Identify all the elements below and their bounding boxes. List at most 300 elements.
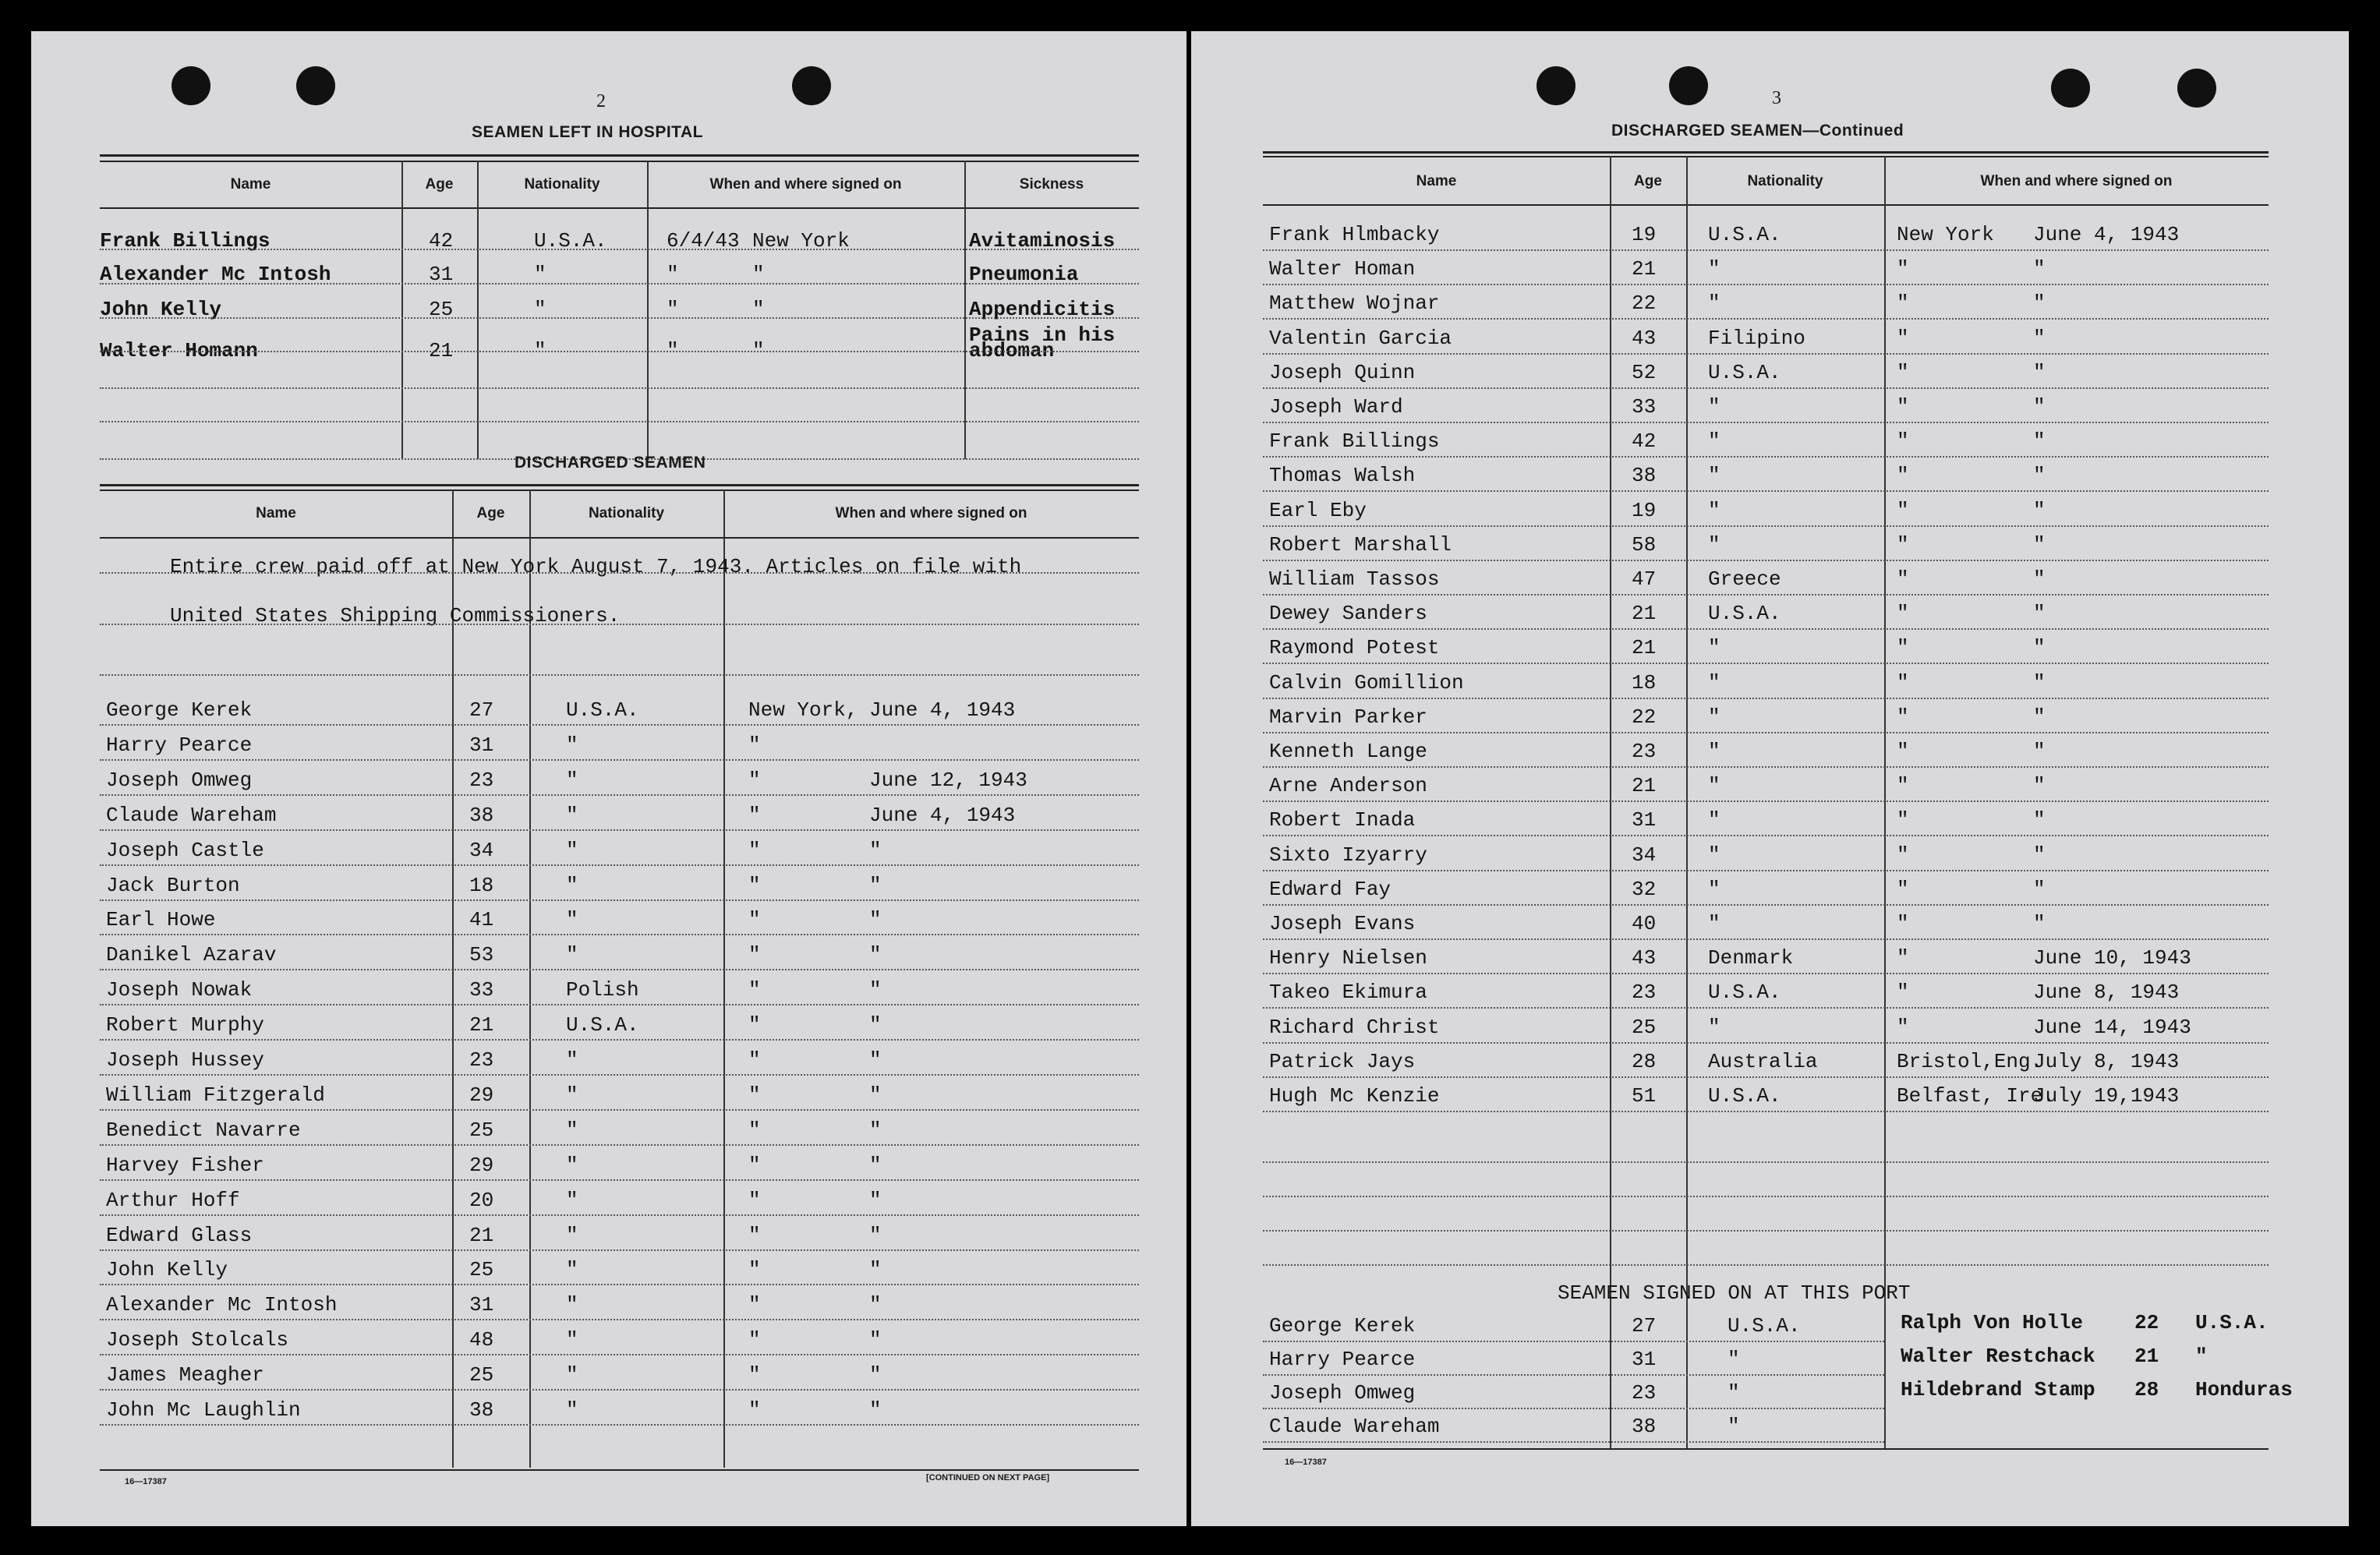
row-age: 38 <box>1632 464 1657 487</box>
discharged-age: 21 <box>469 1013 494 1037</box>
row-rule <box>1263 284 2269 285</box>
signed-name: Hildebrand Stamp <box>1901 1378 2095 1401</box>
row-signed-when: " <box>2033 671 2046 694</box>
row-signed-when: " <box>2033 292 2046 315</box>
discharged-age: 29 <box>469 1154 494 1177</box>
discharged-age: 23 <box>469 1048 494 1072</box>
row-nationality: " <box>1708 636 1720 659</box>
discharged-signed-where: " <box>748 839 761 862</box>
row-rule <box>100 724 1139 726</box>
row-rule <box>100 899 1139 901</box>
discharged-name: Jack Burton <box>106 874 240 897</box>
discharged-name: George Kerek <box>106 698 253 722</box>
hospital-name: John Kelly <box>100 298 222 321</box>
discharged-signed-where: " <box>748 1363 761 1387</box>
row-signed-where: Bristol,Eng. <box>1897 1050 2043 1073</box>
row-nationality: Filipino <box>1708 327 1805 350</box>
row-age: 22 <box>1632 292 1657 315</box>
row-name: Robert Marshall <box>1269 533 1452 557</box>
discharged-nationality: " <box>566 943 578 967</box>
rule <box>1263 151 2269 154</box>
row-rule <box>100 1424 1139 1426</box>
hospital-age: 31 <box>429 263 454 286</box>
hospital-nationality: " <box>534 298 546 321</box>
row-name: Joseph Ward <box>1269 395 1403 419</box>
row-signed-where: " <box>1897 808 1909 832</box>
discharged-name: Joseph Stolcals <box>106 1328 289 1352</box>
punch-hole <box>2051 69 2090 108</box>
signed-age: 23 <box>1632 1381 1657 1405</box>
discharged-signed-where: " <box>748 1328 761 1352</box>
row-age: 43 <box>1632 946 1657 970</box>
discharged-signed-where: " <box>748 1293 761 1316</box>
row-signed-when: June 10, 1943 <box>2033 946 2191 970</box>
discharged-signed-where: " <box>748 874 761 897</box>
column-divider <box>1884 156 1886 1450</box>
form-number: 16—17387 <box>1285 1458 1327 1467</box>
row-name: Marvin Parker <box>1269 705 1427 729</box>
discharged-age: 38 <box>469 1398 494 1422</box>
row-signed-when: July 19,1943 <box>2033 1084 2180 1108</box>
row-rule <box>100 317 1139 319</box>
row-rule <box>1263 1374 1884 1376</box>
row-name: Edward Fay <box>1269 878 1392 901</box>
row-signed-where: " <box>1897 740 1909 763</box>
row-rule <box>1263 973 2269 974</box>
signed-nationality: " <box>1728 1381 1740 1405</box>
row-age: 25 <box>1632 1016 1657 1039</box>
row-nationality: U.S.A. <box>1708 981 1781 1004</box>
row-name: Hugh Mc Kenzie <box>1269 1084 1440 1108</box>
row-rule <box>1263 732 2269 733</box>
signed-name: Claude Wareham <box>1269 1415 1440 1438</box>
discharged-signed-when: " <box>869 1119 882 1142</box>
discharged-header-signed-on: When and where signed on <box>835 505 1027 521</box>
row-signed-where: " <box>1897 774 1909 797</box>
discharged-nationality: " <box>566 733 578 757</box>
row-rule <box>1263 387 2269 389</box>
rule <box>100 489 1139 491</box>
discharged-nationality: " <box>566 804 578 827</box>
discharged-nationality: " <box>566 1119 578 1142</box>
row-rule <box>100 864 1139 866</box>
row-nationality: " <box>1708 429 1720 453</box>
discharged-signed-when: June 12, 1943 <box>869 769 1027 792</box>
discharged-nationality: " <box>566 1398 578 1422</box>
row-age: 22 <box>1632 705 1657 729</box>
row-signed-when: " <box>2033 808 2046 832</box>
row-rule <box>1263 353 2269 355</box>
row-rule <box>100 624 1139 625</box>
row-name: Valentin Garcia <box>1269 327 1452 350</box>
row-signed-where: " <box>1897 843 1909 867</box>
header-age: Age <box>1634 173 1662 189</box>
row-name: Thomas Walsh <box>1269 464 1416 487</box>
row-signed-where: " <box>1897 946 1909 970</box>
row-signed-when: " <box>2033 257 2046 281</box>
row-rule <box>1263 1042 2269 1044</box>
hospital-sickness: Appendicitis <box>969 298 1116 321</box>
discharged-nationality: " <box>566 1224 578 1247</box>
row-rule <box>100 829 1139 831</box>
row-signed-where: " <box>1897 1016 1909 1039</box>
row-age: 51 <box>1632 1084 1657 1108</box>
row-signed-when: " <box>2033 533 2046 557</box>
discharged-nationality: " <box>566 1258 578 1281</box>
rule <box>100 161 1139 162</box>
row-age: 32 <box>1632 878 1657 901</box>
discharged-nationality: " <box>566 1293 578 1316</box>
column-divider <box>723 489 725 1468</box>
header-name: Name <box>1416 173 1457 189</box>
page-number: 2 <box>596 91 606 111</box>
row-rule <box>100 1039 1139 1041</box>
row-signed-where: " <box>1897 912 1909 935</box>
discharged-age: 25 <box>469 1119 494 1142</box>
row-age: 43 <box>1632 327 1657 350</box>
discharged-nationality: U.S.A. <box>566 698 639 722</box>
discharged-signed-where: " <box>748 1119 761 1142</box>
discharged-signed-where: " <box>748 978 761 1002</box>
discharged-name: Robert Murphy <box>106 1013 264 1037</box>
row-name: Dewey Sanders <box>1269 602 1427 625</box>
discharged-signed-where: " <box>748 733 761 757</box>
discharged-header-nationality: Nationality <box>588 505 665 521</box>
discharged-name: William Fitzgerald <box>106 1083 325 1107</box>
hospital-age: 42 <box>429 229 454 253</box>
discharged-nationality: " <box>566 1189 578 1212</box>
row-age: 19 <box>1632 223 1657 246</box>
discharged-signed-where: New York, <box>748 698 858 722</box>
row-age: 34 <box>1632 843 1657 867</box>
row-nationality: " <box>1708 774 1720 797</box>
discharged-title: DISCHARGED SEAMEN <box>515 454 706 472</box>
hospital-header-signed-on: When and where signed on <box>709 176 902 193</box>
discharged-name: Claude Wareham <box>106 804 277 827</box>
discharged-signed-when: " <box>869 1013 882 1037</box>
row-name: Arne Anderson <box>1269 774 1427 797</box>
row-signed-where: " <box>1897 292 1909 315</box>
discharged-signed-where: " <box>748 1189 761 1212</box>
column-divider <box>964 161 966 459</box>
discharged-signed-when: " <box>869 1048 882 1072</box>
row-name: Henry Nielsen <box>1269 946 1427 970</box>
discharged-signed-when: " <box>869 1189 882 1212</box>
discharged-nationality: " <box>566 1083 578 1107</box>
discharged-name: Joseph Castle <box>106 839 264 862</box>
row-signed-when: " <box>2033 705 2046 729</box>
row-age: 21 <box>1632 636 1657 659</box>
row-rule <box>100 1249 1139 1251</box>
hospital-header-nationality: Nationality <box>524 176 600 193</box>
row-signed-where: New York <box>1897 223 1994 246</box>
row-rule <box>1263 422 2269 423</box>
row-age: 42 <box>1632 429 1657 453</box>
discharged-name: Joseph Hussey <box>106 1048 264 1072</box>
row-name: Earl Eby <box>1269 499 1367 522</box>
row-signed-when: " <box>2033 740 2046 763</box>
signed-name: Joseph Omweg <box>1269 1381 1416 1405</box>
row-nationality: " <box>1708 878 1720 901</box>
discharged-signed-when: " <box>869 1083 882 1107</box>
discharged-signed-when: " <box>869 1363 882 1387</box>
discharged-nationality: U.S.A. <box>566 1013 639 1037</box>
row-name: Joseph Quinn <box>1269 361 1416 384</box>
continued-note: [CONTINUED ON NEXT PAGE] <box>926 1473 1050 1483</box>
punch-hole <box>296 66 335 105</box>
row-signed-where: " <box>1897 499 1909 522</box>
row-rule <box>1263 904 2269 906</box>
row-rule <box>100 759 1139 761</box>
row-rule <box>100 1004 1139 1005</box>
row-name: Robert Inada <box>1269 808 1416 832</box>
header-nationality: Nationality <box>1747 173 1823 189</box>
discharged-nationality: " <box>566 1048 578 1072</box>
hospital-place: New York <box>752 229 850 253</box>
row-signed-when: June 14, 1943 <box>2033 1016 2191 1039</box>
punch-hole <box>792 66 831 105</box>
row-rule <box>100 249 1139 250</box>
row-rule <box>1263 1007 2269 1009</box>
row-signed-when: " <box>2033 636 2046 659</box>
row-signed-where: " <box>1897 395 1909 419</box>
row-signed-when: July 8, 1943 <box>2033 1050 2180 1073</box>
row-signed-where: " <box>1897 257 1909 281</box>
signed-nationality: " <box>2195 1345 2208 1368</box>
discharged-signed-when: " <box>869 978 882 1002</box>
row-signed-where: " <box>1897 878 1909 901</box>
row-rule <box>100 283 1139 284</box>
hospital-date: " <box>667 339 679 362</box>
signed-name: Harry Pearce <box>1269 1348 1416 1371</box>
right-page <box>1191 31 2349 1526</box>
hospital-nationality: U.S.A. <box>534 229 607 253</box>
discharged-signed-where: " <box>748 1224 761 1247</box>
discharged-age: 31 <box>469 733 494 757</box>
discharged-name: Benedict Navarre <box>106 1119 301 1142</box>
discharged-age: 20 <box>469 1189 494 1212</box>
row-name: William Tassos <box>1269 567 1440 591</box>
row-nationality: U.S.A. <box>1708 361 1781 384</box>
signed-age: 27 <box>1632 1314 1657 1338</box>
hospital-header-sickness: Sickness <box>1019 176 1084 193</box>
discharged-signed-when: " <box>869 1224 882 1247</box>
hospital-header-name: Name <box>230 176 271 193</box>
discharged-age: 31 <box>469 1293 494 1316</box>
discharged-name: Earl Howe <box>106 908 216 931</box>
discharged-signed-when: June 4, 1943 <box>869 698 1016 722</box>
hospital-age: 25 <box>429 298 454 321</box>
column-divider <box>452 489 454 1468</box>
discharged-header-name: Name <box>256 505 296 521</box>
rule <box>100 484 1139 486</box>
row-rule <box>1263 663 2269 664</box>
row-signed-where: " <box>1897 464 1909 487</box>
row-rule <box>100 1354 1139 1355</box>
discharged-name: Danikel Azarav <box>106 943 277 967</box>
punch-hole <box>1537 66 1575 105</box>
discharged-nationality: " <box>566 874 578 897</box>
rule <box>100 1469 1139 1471</box>
row-nationality: Greece <box>1708 567 1781 591</box>
discharged-name: Arthur Hoff <box>106 1189 240 1212</box>
signed-age: 31 <box>1632 1348 1657 1371</box>
row-age: 21 <box>1632 602 1657 625</box>
discharged-signed-where: " <box>748 804 761 827</box>
row-signed-where: " <box>1897 981 1909 1004</box>
row-age: 19 <box>1632 499 1657 522</box>
row-signed-where: " <box>1897 671 1909 694</box>
discharged-name: John Mc Laughlin <box>106 1398 301 1422</box>
row-name: Frank Billings <box>1269 429 1440 453</box>
punch-hole <box>2177 69 2216 108</box>
signed-age: 21 <box>2134 1345 2159 1368</box>
row-name: Matthew Wojnar <box>1269 292 1440 315</box>
row-signed-when: " <box>2033 912 2046 935</box>
discharged-age: 25 <box>469 1363 494 1387</box>
rule <box>1263 156 2269 157</box>
row-rule <box>1263 938 2269 940</box>
discharged-nationality: " <box>566 1328 578 1352</box>
discharged-signed-where: " <box>748 1083 761 1107</box>
discharged-signed-where: " <box>748 1398 761 1422</box>
row-signed-when: " <box>2033 361 2046 384</box>
rule <box>100 207 1139 209</box>
discharged-name: James Meagher <box>106 1363 264 1387</box>
hospital-name: Alexander Mc Intosh <box>100 263 331 286</box>
signed-nationality: Honduras <box>2195 1378 2293 1401</box>
discharged-signed-where: " <box>748 1154 761 1177</box>
hospital-name: Walter Homann <box>100 339 258 362</box>
row-name: Sixto Izyarry <box>1269 843 1427 867</box>
punch-hole <box>1669 66 1708 105</box>
row-nationality: Australia <box>1708 1050 1818 1073</box>
hospital-nationality: " <box>534 263 546 286</box>
hospital-title: SEAMEN LEFT IN HOSPITAL <box>472 123 703 141</box>
row-age: 58 <box>1632 533 1657 557</box>
row-signed-where: " <box>1897 429 1909 453</box>
row-age: 52 <box>1632 361 1657 384</box>
row-signed-when: " <box>2033 499 2046 522</box>
row-age: 21 <box>1632 774 1657 797</box>
row-signed-when: " <box>2033 464 2046 487</box>
discharged-age: 34 <box>469 839 494 862</box>
discharged-age: 38 <box>469 804 494 827</box>
discharged-signed-when: " <box>869 1328 882 1352</box>
discharged-signed-when: " <box>869 1258 882 1281</box>
rule <box>100 154 1139 157</box>
discharged-signed-where: " <box>748 1048 761 1072</box>
row-rule <box>1263 525 2269 527</box>
form-number: 16—17387 <box>125 1477 167 1486</box>
rule <box>100 537 1139 539</box>
row-signed-where: " <box>1897 327 1909 350</box>
row-rule <box>1263 870 2269 871</box>
row-age: 23 <box>1632 740 1657 763</box>
row-name: Richard Christ <box>1269 1016 1440 1039</box>
discharged-continued-title: DISCHARGED SEAMEN—Continued <box>1611 122 1904 140</box>
signed-name: George Kerek <box>1269 1314 1416 1338</box>
row-age: 47 <box>1632 567 1657 591</box>
row-rule <box>100 1319 1139 1320</box>
row-signed-where: " <box>1897 602 1909 625</box>
row-age: 40 <box>1632 912 1657 935</box>
discharged-signed-when: June 4, 1943 <box>869 804 1016 827</box>
left-page <box>31 31 1186 1526</box>
row-rule <box>1263 1111 2269 1112</box>
row-rule <box>1263 1408 1884 1409</box>
row-signed-when: " <box>2033 843 2046 867</box>
column-divider <box>1686 156 1688 1450</box>
page-number: 3 <box>1772 88 1781 108</box>
discharged-signed-where: " <box>748 1258 761 1281</box>
row-signed-where: " <box>1897 705 1909 729</box>
row-name: Calvin Gomillion <box>1269 671 1464 694</box>
discharged-age: 25 <box>469 1258 494 1281</box>
row-rule <box>100 1179 1139 1181</box>
discharged-name: Harry Pearce <box>106 733 253 757</box>
row-nationality: " <box>1708 808 1720 832</box>
discharged-age: 18 <box>469 874 494 897</box>
row-age: 33 <box>1632 395 1657 419</box>
hospital-date: " <box>667 263 679 286</box>
hospital-date: 6/4/43 <box>667 229 740 253</box>
row-rule <box>1263 800 2269 802</box>
column-divider <box>477 161 479 459</box>
row-nationality: " <box>1708 705 1720 729</box>
discharged-age: 53 <box>469 943 494 967</box>
discharged-nationality: " <box>566 908 578 931</box>
signed-nationality: " <box>1728 1348 1740 1371</box>
discharged-age: 33 <box>469 978 494 1002</box>
row-rule <box>100 1144 1139 1146</box>
row-nationality: " <box>1708 395 1720 419</box>
discharged-signed-where: " <box>748 769 761 792</box>
column-divider <box>647 161 649 459</box>
row-nationality: " <box>1708 292 1720 315</box>
row-rule <box>100 1284 1139 1285</box>
discharged-age: 48 <box>469 1328 494 1352</box>
discharged-signed-when: " <box>869 1398 882 1422</box>
header-signed-on: When and where signed on <box>1980 173 2173 189</box>
row-nationality: " <box>1708 533 1720 557</box>
row-rule <box>100 1109 1139 1111</box>
row-age: 21 <box>1632 257 1657 281</box>
discharged-name: Joseph Omweg <box>106 769 253 792</box>
row-nationality: " <box>1708 740 1720 763</box>
signed-age: 38 <box>1632 1415 1657 1438</box>
row-signed-when: " <box>2033 878 2046 901</box>
signed-nationality: U.S.A. <box>2195 1311 2269 1334</box>
discharged-signed-when: " <box>869 1154 882 1177</box>
discharged-name: John Kelly <box>106 1258 228 1281</box>
row-nationality: U.S.A. <box>1708 223 1781 246</box>
discharged-nationality: " <box>566 1154 578 1177</box>
row-name: Patrick Jays <box>1269 1050 1416 1073</box>
row-nationality: U.S.A. <box>1708 1084 1781 1108</box>
discharged-signed-where: " <box>748 943 761 967</box>
hospital-place: " <box>752 339 765 362</box>
row-name: Raymond Potest <box>1269 636 1440 659</box>
row-signed-when: " <box>2033 429 2046 453</box>
discharged-signed-where: " <box>748 1013 761 1037</box>
row-rule <box>1263 628 2269 630</box>
row-name: Joseph Evans <box>1269 912 1416 935</box>
hospital-name: Frank Billings <box>100 229 271 253</box>
row-name: Frank Hlmbacky <box>1269 223 1440 246</box>
row-nationality: Denmark <box>1708 946 1794 970</box>
discharged-nationality: " <box>566 769 578 792</box>
